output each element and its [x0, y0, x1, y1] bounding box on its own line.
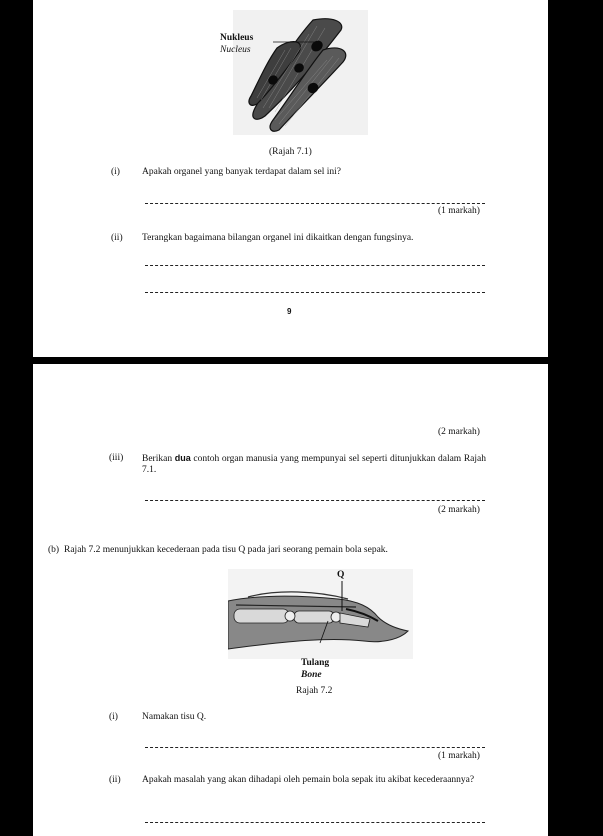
question-iii-text: Berikan dua contoh organ manusia yang mempunyai sel seperti ditunjukkan dalam Rajah 7.1. — [142, 453, 486, 475]
page-two — [33, 364, 548, 836]
emphasis-dua: dua — [174, 453, 191, 463]
question-iii-number: (iii) — [109, 453, 124, 463]
nucleus-label-ms: Nukleus — [220, 33, 254, 43]
figure-7-2-caption: Rajah 7.2 — [296, 686, 333, 696]
bone-label-ms: Tulang — [301, 658, 330, 668]
question-i-marks: (1 markah) — [438, 206, 480, 216]
question-ii-number: (ii) — [111, 233, 123, 243]
muscle-cells-figure — [213, 8, 373, 138]
question-b-ii-text: Apakah masalah yang akan dihadapi oleh pemain bola sepak itu akibat kecederaannya? — [142, 775, 475, 785]
question-i-text: Apakah organel yang banyak terdapat dalam sel ini? — [142, 167, 341, 177]
page-one — [33, 0, 548, 357]
question-b-text: Rajah 7.2 menunjukkan kecederaan pada tisu Q pada jari seorang pemain bola sepak. — [64, 545, 388, 555]
question-i-number: (i) — [111, 167, 120, 177]
answer-line[interactable] — [145, 500, 485, 501]
carry-over-marks: (2 markah) — [438, 427, 480, 437]
answer-line[interactable] — [145, 265, 485, 266]
bone-label-en: Bone — [301, 670, 322, 680]
answer-line[interactable] — [145, 203, 485, 204]
nucleus-label-en: Nucleus — [220, 45, 251, 55]
question-b-i-number: (i) — [109, 712, 118, 722]
figure-7-1-caption: (Rajah 7.1) — [269, 147, 312, 157]
question-b-ii-number: (ii) — [109, 775, 121, 785]
page-number: 9 — [287, 307, 292, 316]
finger-figure — [228, 569, 413, 659]
question-b-i-text: Namakan tisu Q. — [142, 712, 207, 722]
question-b-number: (b) — [48, 545, 60, 555]
question-b-i-marks: (1 markah) — [438, 751, 480, 761]
question-iii-marks: (2 markah) — [438, 505, 480, 515]
answer-line[interactable] — [145, 747, 485, 748]
question-ii-text: Terangkan bagaimana bilangan organel ini dikaitkan dengan fungsinya. — [142, 233, 414, 243]
tissue-q-label: Q — [337, 570, 345, 580]
answer-line[interactable] — [145, 292, 485, 293]
answer-line[interactable] — [145, 822, 485, 823]
